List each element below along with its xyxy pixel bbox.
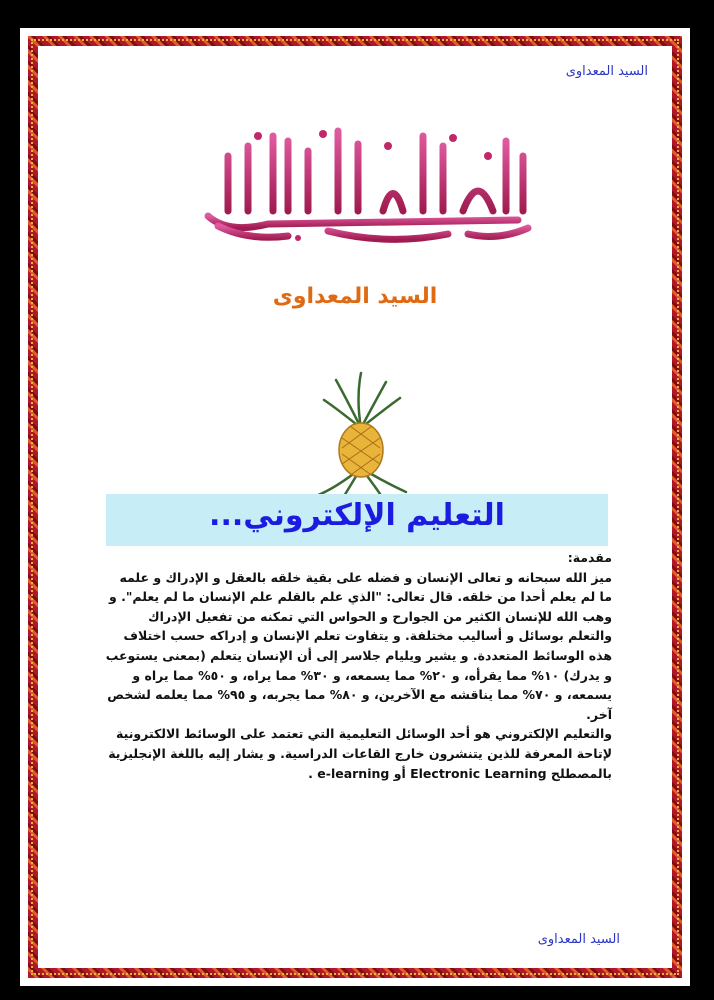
section-heading: مقدمة:: [567, 550, 612, 565]
author-name: السيد المعداوى: [272, 284, 438, 309]
header-author-name: السيد المعداوى: [565, 64, 648, 79]
page-title: التعليم الإلكتروني...: [209, 498, 505, 533]
basmala-calligraphy: [188, 116, 548, 246]
paragraph-elearning: والتعليم الإلكتروني هو أحد الوسائل التعليمية التي تعتمد على الوسائط الالكترونية لإتاحة المعرفة للذين يتنشرون خارج القاعات الدراسية. و يشار إليه باللغة الإنجليزية بالمصطلح Electronic Learning أو e-learning .: [108, 726, 612, 781]
paragraph-intro: ميز الله سبحانه و تعالى الإنسان و فضله على بقية خلقه بالعقل و الإدراك و علمه ما لم يعلم أحدا من خلقه. قال تعالى: "الذي علم بالقلم علم الإنسان ما لم يعلم". و وهب الله للإنسان الكثير من الجوارح و الحواس التي تمكنه من تفعيل الإدراك والتعلم بوسائل و أساليب مختلفة. و يتفاوت تعلم الإنسان و إدراكه حسب اختلاف هذه الوسائط المتعددة. و يشير ويليام جلاسر إلى أن الإنسان يتعلم (بمعنى يستوعب و يدرك) ١٠% مما يقرأه، و ٢٠% مما يسمعه، و ٣٠% مما يراه، و ٥٠% مما يراه و يسمعه، و ٧٠% مما يناقشه مع الآخرين، و ٨٠% مما يجربه، و ٩٥% مما يعلمه لشخص آخر.: [105, 569, 612, 722]
document-page: [20, 28, 690, 986]
pineapple-image: [306, 368, 416, 508]
title-banner: [106, 494, 608, 546]
footer-author-name: السيد المعداوى: [537, 932, 620, 947]
article-body: [104, 548, 612, 783]
